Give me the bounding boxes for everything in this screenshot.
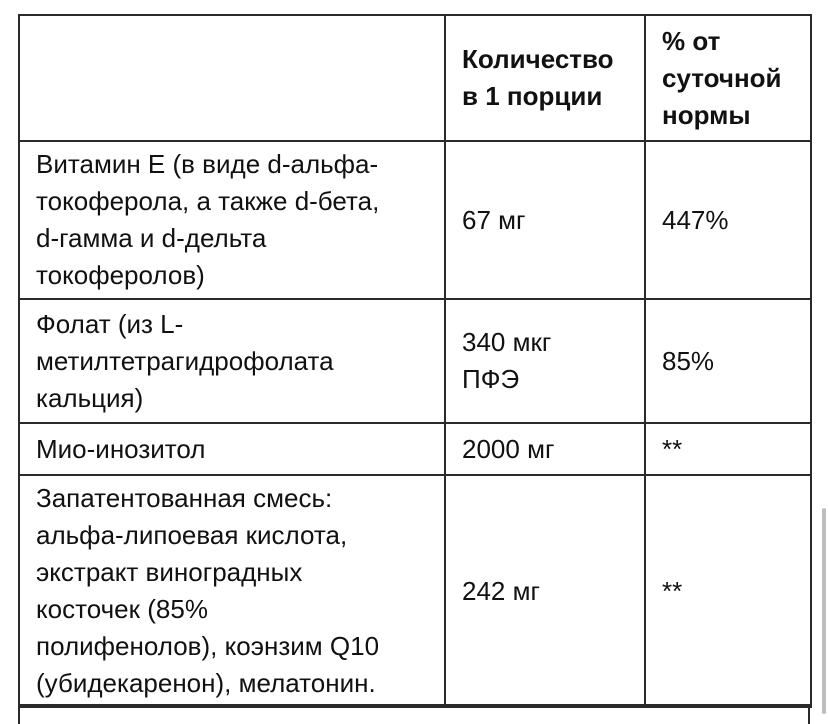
- header-amount: [445, 15, 645, 141]
- row-daily-value: **: [662, 575, 683, 606]
- table-header-row: [19, 15, 811, 141]
- next-row-edge: [18, 704, 810, 724]
- supplement-facts-table: [18, 14, 812, 708]
- row-daily-value-cell: [645, 475, 811, 707]
- row-daily-value: **: [662, 433, 683, 464]
- row-daily-value-cell: [645, 141, 811, 299]
- row-name-cell: [19, 475, 445, 707]
- row-name-cell: [19, 299, 445, 423]
- row-amount: 242 мг: [462, 575, 540, 606]
- row-name-cell: [19, 141, 445, 299]
- header-daily-value-text: % от суточной нормы: [662, 25, 782, 130]
- row-amount: 67 мг: [462, 204, 526, 235]
- row-name: Запатентованная смесь: альфа-липоевая кислота, экстракт виноградных косточек (85% полифенолов), коэнзим Q10 (убидекаренон), мелатонин.: [36, 483, 380, 698]
- row-amount-cell: [445, 475, 645, 707]
- table-row: [19, 299, 811, 423]
- row-amount: 2000 мг: [462, 433, 555, 464]
- row-amount-cell: [445, 299, 645, 423]
- row-name: Фолат (из L- метилтетрагидрофолата кальция): [36, 308, 334, 413]
- table-row: [19, 423, 811, 475]
- table-row: [19, 475, 811, 707]
- header-amount-text: Количество в 1 порции: [462, 44, 614, 111]
- row-daily-value: 447%: [662, 204, 729, 235]
- row-daily-value-cell: [645, 299, 811, 423]
- scroll-indicator[interactable]: [822, 508, 826, 714]
- row-daily-value-cell: [645, 423, 811, 475]
- row-daily-value: 85%: [662, 345, 715, 376]
- header-daily-value: [645, 15, 811, 141]
- row-amount-cell: [445, 141, 645, 299]
- row-amount-cell: [445, 423, 645, 475]
- row-name: Мио-инозитол: [36, 433, 206, 464]
- table-row: [19, 141, 811, 299]
- row-name-cell: [19, 423, 445, 475]
- row-amount: 340 мкг ПФЭ: [462, 327, 552, 394]
- header-name: [19, 15, 445, 141]
- row-name: Витамин Е (в виде d-альфа- токоферола, а также d-бета, d-гамма и d-дельта токоферолов): [36, 149, 380, 290]
